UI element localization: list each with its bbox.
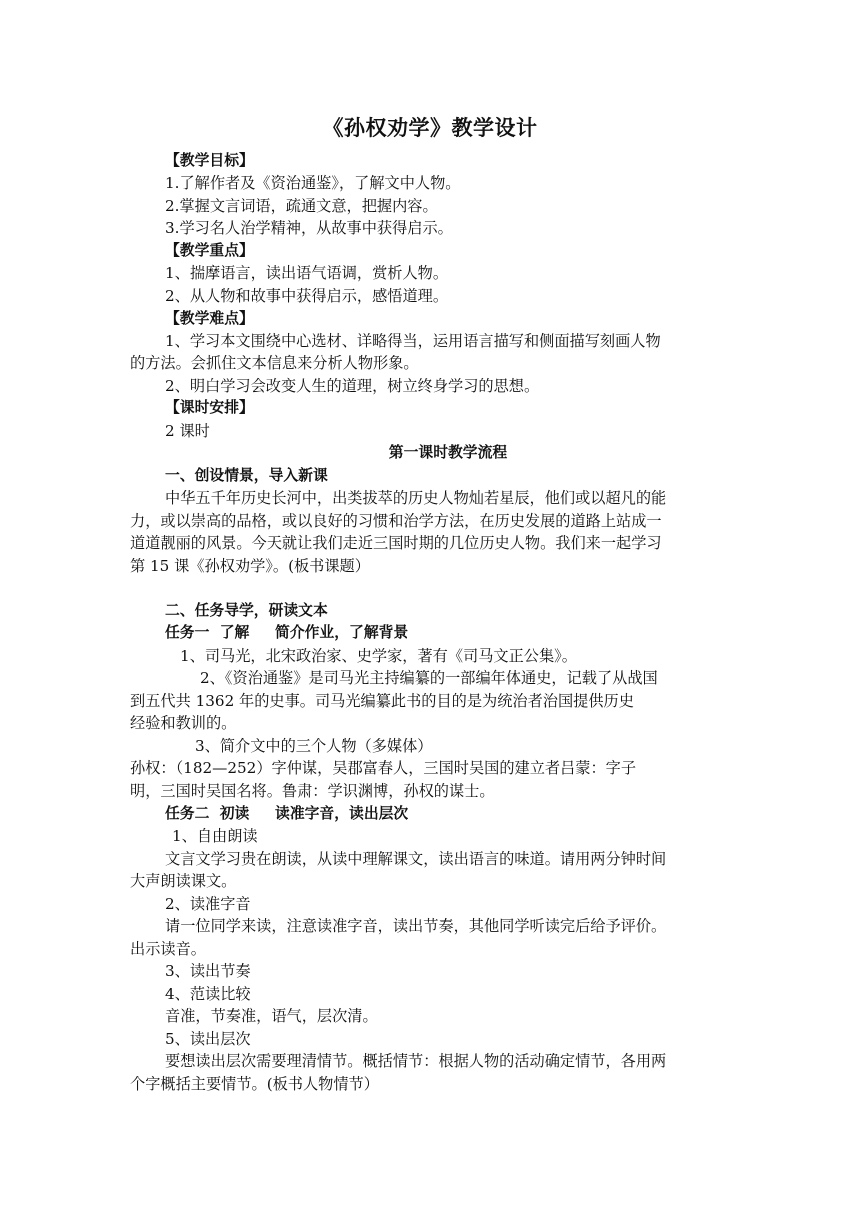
schedule-heading: 【课时安排】 (165, 399, 254, 416)
step-heading: 2、读准字音 (165, 895, 251, 913)
document-title: 《孙权劝学》教学设计 (322, 116, 538, 140)
task1-item: 3、简介文中的三个人物（多媒体） (195, 737, 433, 755)
step-text: 要想读出层次需要理清情节。概括情节：根据人物的活动确定情节，各用两 (165, 1052, 667, 1070)
step-text: 请一位同学来读，注意读准字音，读出节奏，其他同学听读完后给予评价。 (165, 917, 667, 935)
people-line: 明，三国时吴国名将。鲁肃：学识渊博，孙权的谋士。 (130, 782, 495, 800)
difficulty-heading: 【教学难点】 (165, 310, 254, 327)
difficulty-item-cont: 的方法。会抓住文本信息来分析人物形象。 (130, 354, 419, 372)
task1-heading: 任务一 了解 简介作业，了解背景 (165, 624, 409, 641)
schedule-text: 2 课时 (165, 422, 210, 440)
paragraph-line: 中华五千年历史长河中，出类拔萃的历史人物灿若星辰，他们或以超凡的能 (165, 489, 667, 507)
task1-item: 1、司马光，北宋政治家、史学家，著有《司马文正公集》。 (180, 647, 577, 665)
paragraph-line: 力，或以崇高的品格，或以良好的习惯和治学方法，在历史发展的道路上站成一 (130, 512, 662, 530)
step-heading: 4、范读比较 (165, 985, 251, 1003)
goal-item: 1.了解作者及《资治通鉴》，了解文中人物。 (165, 174, 461, 192)
paragraph-line: 道道靓丽的风景。今天就让我们走近三国时期的几位历史人物。我们来一起学习 (130, 534, 662, 552)
difficulty-item: 2、明白学习会改变人生的道理，树立终身学习的思想。 (165, 377, 540, 395)
difficulty-item: 1、学习本文围绕中心选材、详略得当，运用语言描写和侧面描写刻画人物 (165, 332, 661, 350)
goal-item: 2.掌握文言词语，疏通文意，把握内容。 (165, 197, 438, 215)
step-text: 出示读音。 (130, 940, 206, 958)
goals-heading: 【教学目标】 (165, 152, 254, 169)
task2-heading: 任务二 初读 读准字音，读出层次 (165, 805, 409, 822)
task1-item-cont: 经验和教训的。 (130, 714, 237, 732)
paragraph-line: 第 15 课《孙权劝学》。(板书课题） (130, 557, 370, 575)
step-text: 大声朗读课文。 (130, 872, 237, 890)
step-heading: 5、读出层次 (165, 1030, 251, 1048)
people-line: 孙权：（182—252）字仲谋，吴郡富春人，三国时吴国的建立者吕蒙：字子 (130, 759, 637, 777)
step-text: 音准，节奏准，语气，层次清。 (165, 1007, 378, 1025)
task1-item: 2、《资治通鉴》是司马光主持编纂的一部编年体通史，记载了从战国 (200, 669, 658, 687)
step-heading: 3、读出节奏 (165, 962, 251, 980)
step-text: 文言文学习贵在朗读，从读中理解课文，读出语言的味道。请用两分钟时间 (165, 850, 667, 868)
step-heading: 1、自由朗读 (172, 827, 258, 845)
flow-heading: 第一课时教学流程 (388, 444, 508, 461)
goal-item: 3.学习名人治学精神，从故事中获得启示。 (165, 219, 453, 237)
task1-item-cont: 到五代共 1362 年的史事。司马光编纂此书的目的是为统治者治国提供历史 (130, 692, 634, 710)
step-text: 个字概括主要情节。(板书人物情节） (130, 1075, 379, 1093)
key-point: 2、从人物和故事中获得启示，感悟道理。 (165, 287, 449, 305)
key-point: 1、揣摩语言，读出语气语调，赏析人物。 (165, 264, 449, 282)
section1-heading: 一、创设情景，导入新课 (165, 467, 328, 484)
key-heading: 【教学重点】 (165, 242, 254, 259)
section2-heading: 二、任务导学，研读文本 (165, 602, 328, 619)
